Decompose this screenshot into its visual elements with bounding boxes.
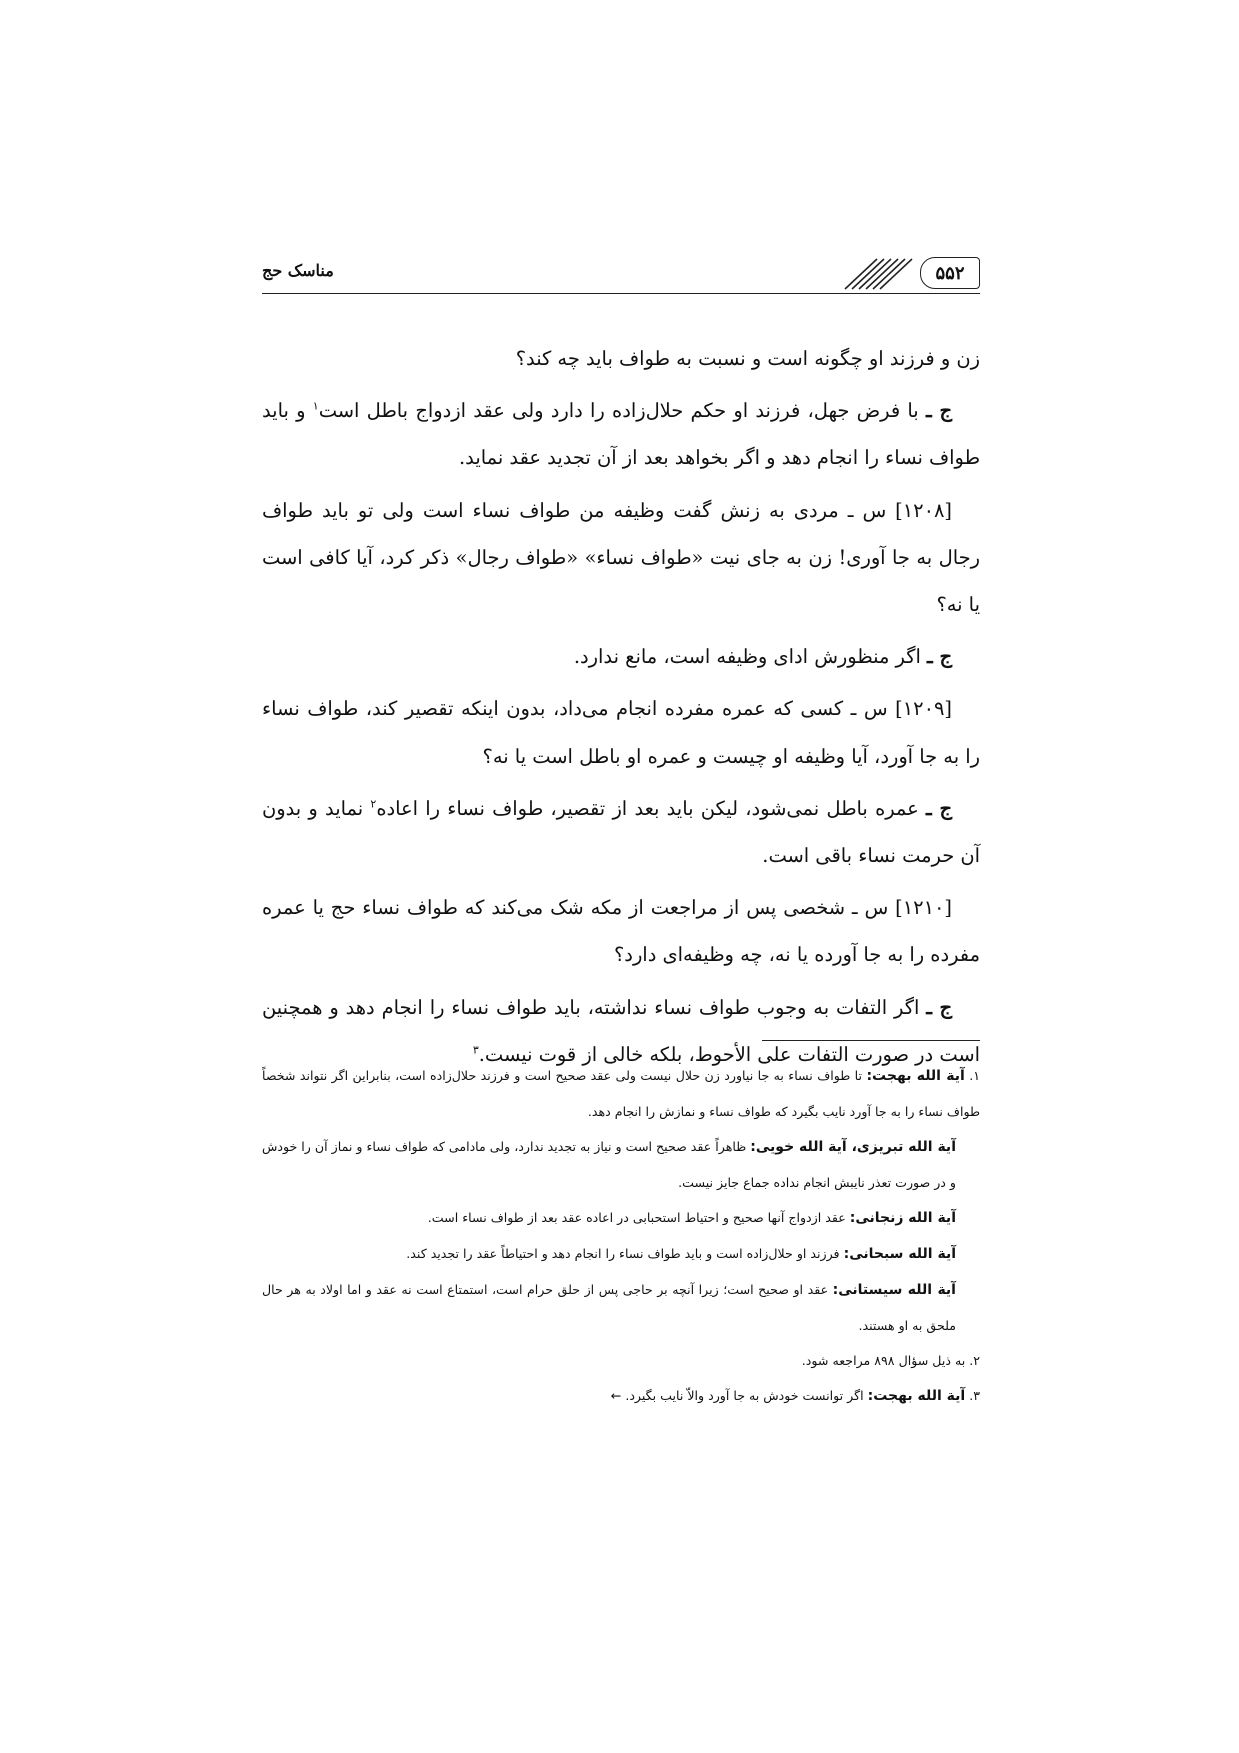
footnote-ref: ۱ bbox=[312, 399, 319, 413]
question-1208: [۱۲۰۸] س ـ مردی به زنش گفت وظیفه من طواف نساء است ولی تو باید طواف رجال به جا آوری! زن به جای نیت «طواف نساء» «طواف رجال» ذکر کرد، آیا کافی است یا نه؟ bbox=[262, 498, 980, 617]
footnote-1e: آیة الله سیستانی: عقد او صحیح است؛ زیرا آنچه بر حاجی پس از حلق حرام است، استمتاع است نه عقد و اما اولاد به هر حال ملحق به او هستند. bbox=[262, 1282, 956, 1333]
running-title: مناسک حج bbox=[262, 261, 334, 280]
answer-label: ج ـ bbox=[927, 645, 952, 669]
answer-label: ج ـ bbox=[925, 796, 953, 820]
decorative-stripes-icon bbox=[836, 257, 916, 291]
page-number-badge bbox=[920, 257, 980, 289]
footnotes bbox=[262, 1058, 980, 1414]
answer-label: ج ـ bbox=[926, 995, 952, 1019]
footnote-separator bbox=[762, 1040, 980, 1041]
header-rule bbox=[262, 293, 980, 294]
question-number: [۱۲۰۸] bbox=[895, 498, 952, 522]
footnote-ref: ۳ bbox=[472, 1043, 479, 1057]
footnote-1c: آیة الله زنجانی: عقد ازدواج آنها صحیح و احتیاط استحبابی در اعاده عقد بعد از طواف نساء است. bbox=[427, 1210, 956, 1226]
question-number: [۱۲۱۰] bbox=[895, 896, 952, 920]
page-number: ۵۵۲ bbox=[935, 262, 965, 284]
answer-paragraph: ج ـ با فرض جهل، فرزند او حکم حلال‌زاده را دارد ولی عقد ازدواج باطل است$^۱$ و باید طواف نساء را انجام دهد و اگر بخواهد بعد از آن تجدید عقد نماید. bbox=[262, 399, 980, 470]
footnote-3: ۳. آیة الله بهجت: اگر توانست خودش به جا آورد والاّ نایب بگیرد. ← bbox=[610, 1388, 980, 1404]
footnote-1: ۱. آیة الله بهجت: تا طواف نساء به جا نیاورد زن حلال نیست ولی عقد صحیح است و فرزند حلال‌زاده است، بنابراین اگر نتواند شخصاً طواف نساء را به جا آورد نایب بگیرد که طواف نساء و نمازش را انجام دهد. bbox=[262, 1068, 980, 1119]
footnote-2: ۲. به ذیل سؤال ۸۹۸ مراجعه شود. bbox=[801, 1353, 980, 1368]
page-header bbox=[262, 257, 980, 295]
continuation-arrow-icon: ← bbox=[610, 1388, 622, 1403]
footnote-1d: آیة الله سبحانی: فرزند او حلال‌زاده است و باید طواف نساء را انجام دهد و احتیاطاً عقد را تجدید کند. bbox=[406, 1246, 956, 1262]
question-1210: [۱۲۱۰] س ـ شخصی پس از مراجعت از مکه شک می‌کند که طواف نساء حج یا عمره مفرده را به جا آورده یا نه، چه وظیفه‌ای دارد؟ bbox=[262, 896, 980, 967]
question-1209: [۱۲۰۹] س ـ کسی که عمره مفرده انجام می‌داد، بدون اینکه تقصیر کند، طواف نساء را به جا آورد، آیا وظیفه او چیست و عمره او باطل است یا نه؟ bbox=[262, 697, 980, 768]
footnote-1b: آیة الله تبریزی، آیة الله خویی: ظاهراً عقد صحیح است و نیاز به تجدید ندارد، ولی مادامی که طواف نساء و نماز آن را خودش و در صورت تعذر نایبش انجام نداده جماع جایز نیست. bbox=[262, 1139, 956, 1190]
question-number: [۱۲۰۹] bbox=[895, 697, 952, 721]
answer-1208: ج ـ اگر منظورش ادای وظیفه است، مانع ندارد. bbox=[573, 645, 952, 669]
footnote-ref: ۲ bbox=[370, 797, 377, 811]
answer-1209: ج ـ عمره باطل نمی‌شود، لیکن باید بعد از تقصیر، طواف نساء را اعاده$^۲$ نماید و بدون آن حرمت نساء باقی است. bbox=[262, 796, 980, 868]
answer-label: ج ـ bbox=[925, 399, 952, 423]
answer-1210: ج ـ اگر التفات به وجوب طواف نساء نداشته، باید طواف نساء را انجام دهد و همچنین است در صورت التفات علی الأحوط، بلکه خالی از قوت نیست.$^۳$ bbox=[262, 995, 980, 1066]
paragraph: زن و فرزند او چگونه است و نسبت به طواف باید چه کند؟ bbox=[515, 347, 980, 370]
main-text bbox=[262, 335, 980, 1083]
